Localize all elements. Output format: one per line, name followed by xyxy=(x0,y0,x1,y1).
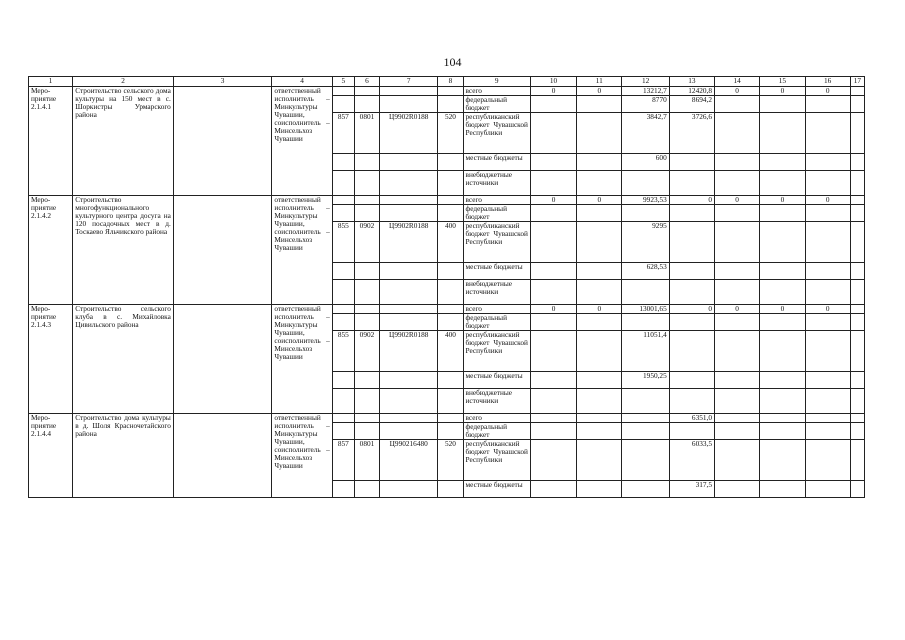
value-col-12: 13001,65 xyxy=(622,305,669,314)
value-col-10: 0 xyxy=(530,305,576,314)
value-col-11 xyxy=(577,171,622,196)
value-col-15 xyxy=(760,423,805,440)
value-col-14 xyxy=(715,481,760,498)
value-col-10 xyxy=(530,414,576,423)
code-cell xyxy=(438,423,463,440)
measure-number: Меро-приятие 2.1.4.4 xyxy=(29,414,73,498)
code-cell xyxy=(438,305,463,314)
value-col-17 xyxy=(850,305,864,314)
value-col-13: 0 xyxy=(669,305,714,314)
code-cell xyxy=(332,171,354,196)
funding-source: внебюджетные источники xyxy=(463,280,530,305)
value-col-14 xyxy=(715,263,760,280)
value-col-11 xyxy=(577,280,622,305)
value-col-14 xyxy=(715,389,760,414)
value-col-15 xyxy=(760,389,805,414)
code-cell xyxy=(332,389,354,414)
code-cell xyxy=(380,171,438,196)
value-col-10 xyxy=(530,113,576,154)
value-col-13 xyxy=(669,154,714,171)
funding-source: внебюджетные источники xyxy=(463,171,530,196)
column-number-3: 3 xyxy=(173,77,272,87)
column-number-4: 4 xyxy=(272,77,332,87)
value-col-12 xyxy=(622,423,669,440)
code-cell xyxy=(438,263,463,280)
code-cell xyxy=(354,372,379,389)
table-row xyxy=(29,196,865,205)
code-cell xyxy=(380,205,438,222)
value-col-15 xyxy=(760,263,805,280)
code-cell xyxy=(332,154,354,171)
value-col-17 xyxy=(850,423,864,440)
value-col-12 xyxy=(622,440,669,481)
code-cell xyxy=(380,263,438,280)
empty-cell xyxy=(173,87,272,196)
value-col-15: 0 xyxy=(760,196,805,205)
value-col-16: 0 xyxy=(805,196,850,205)
code-cell xyxy=(380,423,438,440)
value-col-15 xyxy=(760,280,805,305)
value-col-17 xyxy=(850,440,864,481)
value-col-15 xyxy=(760,113,805,154)
code-cell xyxy=(380,414,438,423)
funding-source: республиканский бюджет Чувашской Республики xyxy=(463,440,530,481)
grbs-code: 855 xyxy=(332,331,354,372)
value-col-16 xyxy=(805,154,850,171)
value-col-16 xyxy=(805,171,850,196)
value-col-14 xyxy=(715,154,760,171)
code-cell xyxy=(380,96,438,113)
code-cell xyxy=(438,196,463,205)
value-col-11: 0 xyxy=(577,87,622,96)
code-cell xyxy=(438,154,463,171)
grbs-code: 857 xyxy=(332,440,354,481)
value-col-10 xyxy=(530,331,576,372)
value-col-11 xyxy=(577,222,622,263)
code-cell xyxy=(354,205,379,222)
funding-source: федеральный бюджет xyxy=(463,96,530,113)
code-cell xyxy=(332,372,354,389)
table-row xyxy=(29,87,865,96)
executor-cell: ответственный исполнитель – Минкультуры Чувашии, соисполнитель – Минсельхоз Чувашии xyxy=(272,414,332,498)
funding-source: местные бюджеты xyxy=(463,372,530,389)
value-col-11 xyxy=(577,113,622,154)
value-col-13 xyxy=(669,372,714,389)
funding-source: местные бюджеты xyxy=(463,154,530,171)
code-cell xyxy=(380,280,438,305)
value-col-16 xyxy=(805,423,850,440)
header-row xyxy=(29,77,865,87)
code-cell xyxy=(332,87,354,96)
value-col-14 xyxy=(715,372,760,389)
value-col-10: 0 xyxy=(530,196,576,205)
funding-source: республиканский бюджет Чувашской Республики xyxy=(463,331,530,372)
code-cell xyxy=(332,414,354,423)
value-col-13 xyxy=(669,171,714,196)
code-cell xyxy=(380,154,438,171)
code-cell xyxy=(380,481,438,498)
value-col-17 xyxy=(850,389,864,414)
funding-source: всего xyxy=(463,87,530,96)
column-number-9: 9 xyxy=(463,77,530,87)
funding-source: всего xyxy=(463,196,530,205)
target-article-code: Ц9902R0188 xyxy=(380,331,438,372)
column-number-10: 10 xyxy=(530,77,576,87)
code-cell xyxy=(380,305,438,314)
code-cell xyxy=(438,280,463,305)
value-col-11: 0 xyxy=(577,196,622,205)
value-col-15 xyxy=(760,171,805,196)
funding-source: республиканский бюджет Чувашской Республики xyxy=(463,113,530,154)
value-col-12 xyxy=(622,280,669,305)
value-col-11 xyxy=(577,389,622,414)
value-col-13: 8694,2 xyxy=(669,96,714,113)
value-col-11 xyxy=(577,372,622,389)
grbs-code: 855 xyxy=(332,222,354,263)
value-col-13 xyxy=(669,280,714,305)
value-col-10 xyxy=(530,372,576,389)
code-cell xyxy=(354,423,379,440)
executor-cell: ответственный исполнитель – Минкультуры Чувашии, соисполнитель – Минсельхоз Чувашии xyxy=(272,87,332,196)
column-number-5: 5 xyxy=(332,77,354,87)
value-col-17 xyxy=(850,372,864,389)
budget-table xyxy=(28,76,865,498)
value-col-17 xyxy=(850,196,864,205)
value-col-16 xyxy=(805,263,850,280)
empty-cell xyxy=(173,196,272,305)
target-article-code: Ц990216480 xyxy=(380,440,438,481)
code-cell xyxy=(438,87,463,96)
value-col-17 xyxy=(850,113,864,154)
column-number-15: 15 xyxy=(760,77,805,87)
expense-type-code: 520 xyxy=(438,440,463,481)
executor-cell: ответственный исполнитель – Минкультуры Чувашии, соисполнитель – Минсельхоз Чувашии xyxy=(272,196,332,305)
value-col-16 xyxy=(805,331,850,372)
expense-type-code: 520 xyxy=(438,113,463,154)
value-col-12: 13212,7 xyxy=(622,87,669,96)
code-cell xyxy=(438,314,463,331)
code-cell xyxy=(332,423,354,440)
value-col-11 xyxy=(577,205,622,222)
value-col-12 xyxy=(622,389,669,414)
value-col-17 xyxy=(850,222,864,263)
value-col-17 xyxy=(850,96,864,113)
column-number-6: 6 xyxy=(354,77,379,87)
value-col-15 xyxy=(760,372,805,389)
value-col-10 xyxy=(530,205,576,222)
value-col-14: 0 xyxy=(715,87,760,96)
value-col-10: 0 xyxy=(530,87,576,96)
code-cell xyxy=(354,389,379,414)
value-col-15 xyxy=(760,205,805,222)
code-cell xyxy=(354,96,379,113)
funding-source: федеральный бюджет xyxy=(463,423,530,440)
value-col-17 xyxy=(850,171,864,196)
value-col-10 xyxy=(530,171,576,196)
value-col-14 xyxy=(715,205,760,222)
table-row xyxy=(29,414,865,423)
code-cell xyxy=(438,481,463,498)
code-cell xyxy=(332,205,354,222)
value-col-10 xyxy=(530,263,576,280)
code-cell xyxy=(380,314,438,331)
value-col-14 xyxy=(715,331,760,372)
value-col-17 xyxy=(850,205,864,222)
funding-source: федеральный бюджет xyxy=(463,205,530,222)
code-cell xyxy=(354,154,379,171)
value-col-13 xyxy=(669,314,714,331)
value-col-11 xyxy=(577,481,622,498)
grbs-code: 857 xyxy=(332,113,354,154)
code-cell xyxy=(332,481,354,498)
value-col-15 xyxy=(760,96,805,113)
funding-source: внебюджетные источники xyxy=(463,389,530,414)
value-col-11 xyxy=(577,314,622,331)
value-col-14 xyxy=(715,113,760,154)
value-col-16 xyxy=(805,389,850,414)
code-cell xyxy=(380,196,438,205)
column-number-8: 8 xyxy=(438,77,463,87)
value-col-13 xyxy=(669,389,714,414)
code-cell xyxy=(438,414,463,423)
value-col-15 xyxy=(760,331,805,372)
value-col-15 xyxy=(760,440,805,481)
code-cell xyxy=(380,372,438,389)
code-cell xyxy=(354,414,379,423)
table-row xyxy=(29,305,865,314)
code-cell xyxy=(354,481,379,498)
empty-cell xyxy=(173,414,272,498)
value-col-14 xyxy=(715,280,760,305)
value-col-10 xyxy=(530,96,576,113)
value-col-13 xyxy=(669,423,714,440)
value-col-14 xyxy=(715,222,760,263)
value-col-12: 3842,7 xyxy=(622,113,669,154)
value-col-10 xyxy=(530,389,576,414)
value-col-13 xyxy=(669,263,714,280)
target-article-code: Ц9902R0188 xyxy=(380,222,438,263)
value-col-10 xyxy=(530,154,576,171)
code-cell xyxy=(438,96,463,113)
value-col-15 xyxy=(760,314,805,331)
value-col-11 xyxy=(577,263,622,280)
code-cell xyxy=(332,305,354,314)
code-cell xyxy=(438,171,463,196)
funding-source: республиканский бюджет Чувашской Республики xyxy=(463,222,530,263)
code-cell xyxy=(354,314,379,331)
value-col-10 xyxy=(530,280,576,305)
value-col-11 xyxy=(577,331,622,372)
value-col-17 xyxy=(850,87,864,96)
value-col-12 xyxy=(622,481,669,498)
value-col-16 xyxy=(805,314,850,331)
executor-cell: ответственный исполнитель – Минкультуры Чувашии, соисполнитель – Минсельхоз Чувашии xyxy=(272,305,332,414)
value-col-17 xyxy=(850,263,864,280)
value-col-17 xyxy=(850,331,864,372)
table-body xyxy=(29,77,865,498)
value-col-13: 12420,8 xyxy=(669,87,714,96)
page-number: 104 xyxy=(443,55,462,69)
funding-source: всего xyxy=(463,414,530,423)
code-cell xyxy=(332,280,354,305)
value-col-17 xyxy=(850,314,864,331)
value-col-16 xyxy=(805,96,850,113)
value-col-17 xyxy=(850,280,864,305)
column-number-14: 14 xyxy=(715,77,760,87)
funding-source: местные бюджеты xyxy=(463,263,530,280)
value-col-10 xyxy=(530,314,576,331)
value-col-16 xyxy=(805,222,850,263)
funding-source: местные бюджеты xyxy=(463,481,530,498)
empty-cell xyxy=(173,305,272,414)
code-cell xyxy=(354,305,379,314)
measure-name: Строительство сельского клуба в с. Михайловка Цивильского района xyxy=(73,305,174,414)
value-col-12 xyxy=(622,171,669,196)
code-cell xyxy=(354,171,379,196)
value-col-11 xyxy=(577,440,622,481)
value-col-12: 8770 xyxy=(622,96,669,113)
value-col-13: 6033,5 xyxy=(669,440,714,481)
code-cell xyxy=(332,314,354,331)
measure-number: Меро-приятие 2.1.4.3 xyxy=(29,305,73,414)
code-cell xyxy=(354,87,379,96)
section-code: 0801 xyxy=(354,440,379,481)
column-number-13: 13 xyxy=(669,77,714,87)
code-cell xyxy=(354,263,379,280)
value-col-15 xyxy=(760,481,805,498)
code-cell xyxy=(332,263,354,280)
code-cell xyxy=(438,372,463,389)
value-col-16 xyxy=(805,440,850,481)
value-col-11 xyxy=(577,154,622,171)
section-code: 0801 xyxy=(354,113,379,154)
value-col-12: 628,53 xyxy=(622,263,669,280)
value-col-14 xyxy=(715,423,760,440)
value-col-10 xyxy=(530,423,576,440)
value-col-12: 1950,25 xyxy=(622,372,669,389)
code-cell xyxy=(380,87,438,96)
value-col-12: 9923,53 xyxy=(622,196,669,205)
section-code: 0902 xyxy=(354,331,379,372)
value-col-14 xyxy=(715,171,760,196)
column-number-2: 2 xyxy=(73,77,174,87)
value-col-16 xyxy=(805,414,850,423)
value-col-13: 317,5 xyxy=(669,481,714,498)
value-col-16 xyxy=(805,481,850,498)
value-col-17 xyxy=(850,481,864,498)
value-col-16: 0 xyxy=(805,305,850,314)
value-col-14 xyxy=(715,440,760,481)
value-col-12: 600 xyxy=(622,154,669,171)
column-number-17: 17 xyxy=(850,77,864,87)
value-col-14 xyxy=(715,96,760,113)
target-article-code: Ц9902R0188 xyxy=(380,113,438,154)
value-col-17 xyxy=(850,414,864,423)
value-col-14: 0 xyxy=(715,196,760,205)
value-col-10 xyxy=(530,440,576,481)
value-col-13 xyxy=(669,331,714,372)
value-col-10 xyxy=(530,222,576,263)
value-col-10 xyxy=(530,481,576,498)
value-col-13 xyxy=(669,222,714,263)
column-number-7: 7 xyxy=(380,77,438,87)
measure-name: Строительство дома культуры в д. Шоля Красночетайского района xyxy=(73,414,174,498)
code-cell xyxy=(332,196,354,205)
measure-number: Меро-приятие 2.1.4.2 xyxy=(29,196,73,305)
column-number-11: 11 xyxy=(577,77,622,87)
value-col-14: 0 xyxy=(715,305,760,314)
value-col-12 xyxy=(622,205,669,222)
value-col-13: 3726,6 xyxy=(669,113,714,154)
funding-source: федеральный бюджет xyxy=(463,314,530,331)
code-cell xyxy=(354,280,379,305)
value-col-15: 0 xyxy=(760,87,805,96)
code-cell xyxy=(354,196,379,205)
value-col-15 xyxy=(760,222,805,263)
value-col-12: 9295 xyxy=(622,222,669,263)
value-col-15 xyxy=(760,154,805,171)
value-col-17 xyxy=(850,154,864,171)
value-col-16 xyxy=(805,205,850,222)
code-cell xyxy=(438,389,463,414)
value-col-11 xyxy=(577,423,622,440)
value-col-11 xyxy=(577,96,622,113)
code-cell xyxy=(380,389,438,414)
section-code: 0902 xyxy=(354,222,379,263)
value-col-12: 11051,4 xyxy=(622,331,669,372)
value-col-14 xyxy=(715,314,760,331)
value-col-13: 0 xyxy=(669,196,714,205)
column-number-16: 16 xyxy=(805,77,850,87)
value-col-13: 6351,0 xyxy=(669,414,714,423)
value-col-16 xyxy=(805,113,850,154)
column-number-1: 1 xyxy=(29,77,73,87)
measure-name: Строительство многофункционального культурного центра досуга на 120 посадочных мест в д. Тоскаево Яльчикского района xyxy=(73,196,174,305)
value-col-12 xyxy=(622,414,669,423)
value-col-11: 0 xyxy=(577,305,622,314)
code-cell xyxy=(332,96,354,113)
column-number-12: 12 xyxy=(622,77,669,87)
funding-source: всего xyxy=(463,305,530,314)
value-col-16: 0 xyxy=(805,87,850,96)
value-col-13 xyxy=(669,205,714,222)
measure-name: Строительство сельского дома культуры на 150 мест в с. Шоркистры Урмарского района xyxy=(73,87,174,196)
value-col-11 xyxy=(577,414,622,423)
value-col-14 xyxy=(715,414,760,423)
value-col-16 xyxy=(805,372,850,389)
value-col-16 xyxy=(805,280,850,305)
expense-type-code: 400 xyxy=(438,331,463,372)
expense-type-code: 400 xyxy=(438,222,463,263)
code-cell xyxy=(438,205,463,222)
measure-number: Меро-приятие 2.1.4.1 xyxy=(29,87,73,196)
value-col-15 xyxy=(760,414,805,423)
value-col-15: 0 xyxy=(760,305,805,314)
value-col-12 xyxy=(622,314,669,331)
